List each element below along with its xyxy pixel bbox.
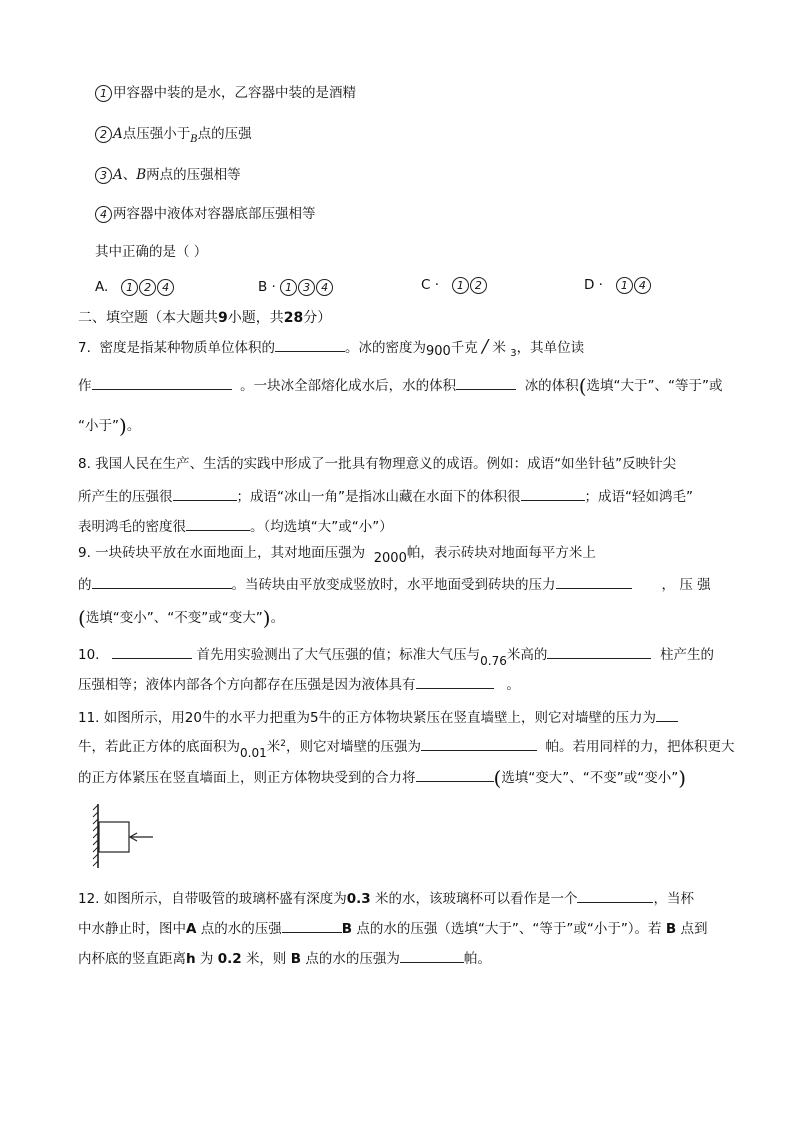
question-prompt: 其中正确的是（ ）	[95, 244, 208, 260]
answer-blank[interactable]	[275, 337, 345, 352]
answer-blank[interactable]	[456, 375, 516, 390]
statement-2: 2 A点压强小于$_B$点的压强	[95, 125, 252, 145]
q11-line-2: 牛，若此正方体的底面积为0.01米$^2$，则它对墙壁的压强为 帕。若用同样的力，把体积更大	[78, 736, 735, 758]
circled-number: 2	[95, 126, 112, 143]
option-b: B · 1 3 4	[258, 278, 334, 296]
option-d: D · 1 4	[584, 276, 652, 294]
statement-3: 3 A、B两点的压强相等	[95, 166, 241, 184]
answer-blank[interactable]	[92, 574, 232, 589]
answer-blank[interactable]	[556, 574, 632, 589]
q12-line-1: 12. 如图所示，自带吸管的玻璃杯盛有深度为0.3 米的水，该玻璃杯可以看作是一个 ，当杯	[78, 888, 694, 908]
q10-line-1: 10. 首先用实验测出了大气压强的值；标准大气压与0.76米高的 柱产生的	[78, 644, 714, 664]
q9-line-2: 的 。当砖块由平放变成竖放时，水平地面受到砖块的压力 ， 压 强	[78, 574, 711, 594]
answer-blank[interactable]	[173, 486, 237, 501]
answer-blank[interactable]	[577, 888, 653, 903]
q12-line-3: 内杯底的竖直距离h 为 0.2 米，则 B 点的水的压强为 帕。	[78, 948, 491, 968]
q11-line-3: 的正方体紧压在竖直墙面上，则正方体物块受到的合力将 (选填“变大”、“不变”或“变小”)	[78, 766, 687, 790]
section-heading: 二、填空题（本大题共9小题，共28分）	[78, 310, 332, 326]
wall-block-figure	[90, 802, 160, 872]
circled-number: 3	[95, 167, 112, 184]
q11-line-1: 11. 如图所示，用20牛的水平力把重为5牛的正方体物块紧压在竖直墙壁上，则它对墙壁的压力为	[78, 707, 678, 727]
q8-line-1: 8. 我国人民在生产、生活的实践中形成了一批具有物理意义的成语。例如：成语“如坐针毡”反映针尖	[78, 456, 677, 472]
q12-line-2: 中水静止时，图中A 点的水的压强 B 点的水的压强（选填“大于”、“等于”或“小于”）。若 B 点到	[78, 918, 707, 938]
wall-hatching	[93, 804, 98, 868]
q9-line-3: (选填“变小”、“不变”或“变大”)。	[78, 606, 285, 630]
q7-line-2: 作 。一块冰全部熔化成水后，水的体积 冰的体积(选填“大于”、“等于”或	[78, 374, 723, 398]
answer-blank[interactable]	[400, 948, 464, 963]
q8-line-2: 所产生的压强很 ；成语“冰山一角”是指冰山藏在水面下的体积很 ；成语“轻如鸿毛”	[78, 486, 693, 506]
answer-blank[interactable]	[92, 375, 232, 390]
answer-blank[interactable]	[416, 674, 494, 689]
q9-line-1: 9. 一块砖块平放在水面地面上，其对地面压强为 2000帕，表示砖块对地面每平方米上	[78, 545, 596, 566]
answer-blank[interactable]	[547, 644, 651, 659]
statement-1: 1 甲容器中装的是水，乙容器中装的是酒精	[95, 84, 356, 102]
q7-line-3: “小于”)。	[78, 414, 141, 438]
answer-blank[interactable]	[521, 486, 585, 501]
q10-line-2: 压强相等；液体内部各个方向都存在压强是因为液体具有 。	[78, 674, 520, 694]
force-arrow	[130, 833, 153, 841]
answer-blank[interactable]	[416, 767, 494, 782]
answer-blank[interactable]	[112, 644, 192, 659]
circled-number: 4	[95, 206, 112, 223]
option-c: C · 1 2	[421, 276, 488, 294]
statement-4: 4 两容器中液体对容器底部压强相等	[95, 205, 316, 223]
q8-line-3: 表明鸿毛的密度很 。（均选填“大”或“小”）	[78, 516, 393, 536]
answer-blank[interactable]	[421, 736, 537, 751]
circled-number: 1	[95, 85, 112, 102]
q7-line-1: 7. 密度是指某种物质单位体积的 。冰的密度为900千克 / 米 $_3$，其单位读	[78, 336, 585, 359]
answer-blank[interactable]	[186, 516, 250, 531]
cube-block	[99, 822, 129, 852]
answer-blank[interactable]	[282, 918, 342, 933]
answer-blank[interactable]	[656, 707, 678, 722]
option-a: A. 1 2 4	[95, 278, 175, 296]
